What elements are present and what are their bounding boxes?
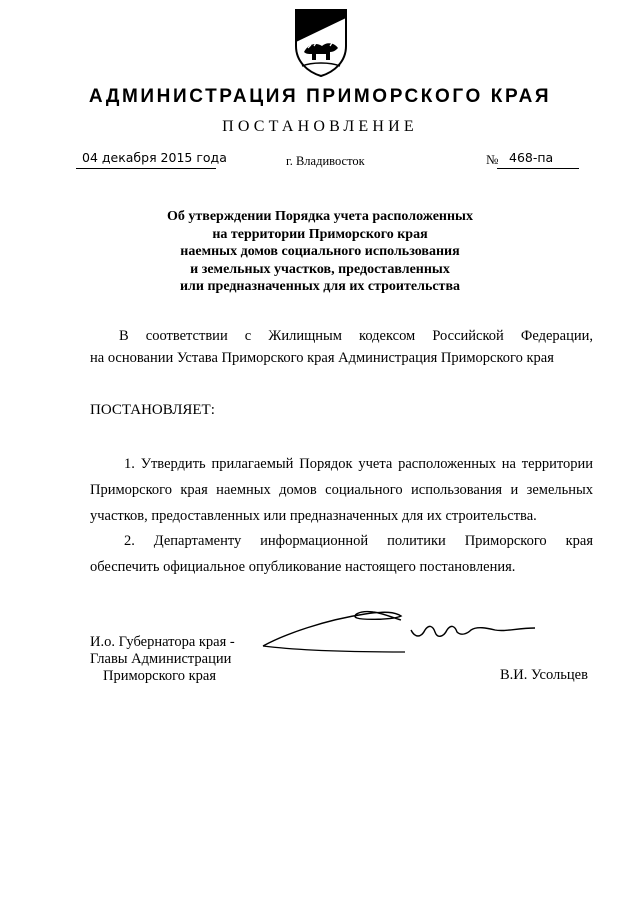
preamble-paragraph [90,328,593,367]
organization-title: АДМИНИСТРАЦИЯ ПРИМОРСКОГО КРАЯ [88,86,552,107]
signatory-position [90,634,235,685]
item-1 [90,456,593,525]
item-line: Приморского края наемных домов социального использования и земельных [90,482,593,498]
date-underline [76,168,216,169]
resolves-heading: ПОСТАНОВЛЯЕТ: [90,402,215,418]
title-line: наемных домов социального использования [180,244,460,259]
document-title [0,208,640,296]
position-line: Главы Администрации [90,651,232,667]
title-line: и земельных участков, предоставленных [190,261,450,277]
document-type: ПОСТАНОВЛЕНИЕ [222,118,418,135]
item-line: участков, предоставленных или предназначенных для их строительства. [90,508,537,524]
document-number: 468-па [509,150,554,165]
position-line: И.о. Губернатора края - [90,634,235,650]
item-line: 1. Утвердить прилагаемый Порядок учета расположенных на территории [124,456,593,472]
preamble-line: В соответствии с Жилищным кодексом Российской Федерации, [119,328,593,344]
item-2 [90,533,593,576]
item-line: обеспечить официальное опубликование настоящего постановления. [90,559,516,575]
number-underline [497,168,579,169]
number-label: № [486,152,499,167]
title-line: или предназначенных для их строительства [179,279,460,294]
signer-name: В.И. Усольцев [500,667,588,683]
item-line: 2. Департаменту информационной политики Приморского края [124,533,593,549]
document-date: 04 декабря 2015 года [82,150,227,165]
preamble-line: на основании Устава Приморского края Администрация Приморского края [90,350,554,366]
document-city: г. Владивосток [286,154,365,168]
coat-of-arms-icon [290,8,352,78]
handwritten-signature-icon [255,598,540,660]
position-line: Приморского края [103,668,217,684]
title-line: Об утверждении Порядка учета расположенных [167,209,473,224]
title-line: на территории Приморского края [212,226,428,242]
